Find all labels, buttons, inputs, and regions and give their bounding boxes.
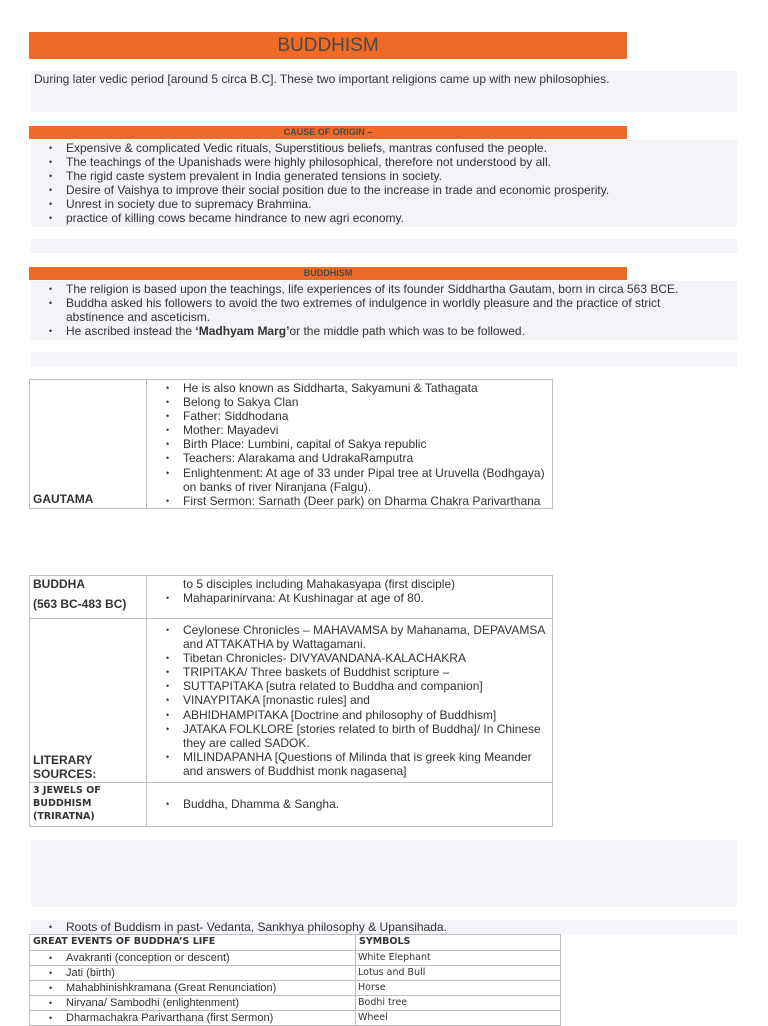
literary-label: LITERARY SOURCES: bbox=[33, 753, 97, 781]
symbol-cell: Bodhi tree bbox=[356, 996, 561, 1011]
list-item: • Expensive & complicated Vedic rituals, Superstitious beliefs, mantras confused the people. bbox=[66, 141, 737, 155]
list-item: • Mother: Mayadevi bbox=[183, 423, 552, 437]
roots-panel bbox=[31, 920, 737, 934]
list-item: • Buddha, Dhamma & Sangha. bbox=[183, 797, 552, 811]
list-item: • JATAKA FOLKLORE [stories related to birth of Buddha]/ In Chinese they are called SADOK. bbox=[183, 722, 552, 750]
literary-label-cell bbox=[30, 619, 147, 783]
list-item: • He is also known as Siddharta, Sakyamuni & Tathagata bbox=[183, 381, 552, 395]
list-item: • Tibetan Chronicles- DIVYAVANDANA-KALACHAKRA bbox=[183, 651, 552, 665]
symbol-cell: Horse bbox=[356, 981, 561, 996]
table-row bbox=[30, 951, 561, 966]
cause-list bbox=[31, 140, 737, 226]
list-item: • Birth Place: Lumbini, capital of Sakya republic bbox=[183, 437, 552, 451]
event-cell: • Jati (birth) bbox=[30, 966, 356, 981]
jewels-details-cell bbox=[147, 783, 553, 827]
list-item: • Roots of Buddism in past- Vedanta, Sankhya philosophy & Upansihada. bbox=[66, 920, 737, 934]
item-line: abstinence and asceticism. bbox=[66, 310, 211, 325]
list-item: • Desire of Vaishya to improve their social position due to the increase in trade and economic prosperity. bbox=[66, 183, 737, 197]
jewels-label-line3: (TRIRATNA) bbox=[33, 811, 95, 822]
intro-text: During later vedic period [around 5 circa B.C]. These two important religions came up with new philosophies. bbox=[34, 72, 610, 86]
buddha-table bbox=[29, 575, 553, 827]
list-item bbox=[66, 296, 737, 324]
spacer-band bbox=[31, 239, 737, 253]
table-row bbox=[30, 996, 561, 1011]
gautama-label-cell bbox=[30, 380, 147, 509]
jewels-label-line2: BUDDHISM bbox=[33, 798, 92, 809]
buddhism-panel bbox=[31, 281, 737, 340]
page-title: BUDDHISM bbox=[29, 32, 627, 59]
roots-list bbox=[31, 920, 737, 934]
jewels-label-cell bbox=[30, 783, 147, 827]
buddhism-list bbox=[31, 281, 737, 338]
table-row bbox=[30, 1011, 561, 1026]
event-cell: • Dharmachakra Parivarthana (first Sermon) bbox=[30, 1011, 356, 1026]
list-item: • Ceylonese Chronicles – MAHAVAMSA by Mahanama, DEPAVAMSA and ATTAKATHA by Wattagamani. bbox=[183, 623, 552, 651]
gautama-list bbox=[147, 380, 552, 508]
event-cell: • Mahabhinishkramana (Great Renunciation) bbox=[30, 981, 356, 996]
list-item: • Teachers: Alarakama and UdrakaRamputra bbox=[183, 451, 552, 465]
list-item: • VINAYPITAKA [monastic rules] and bbox=[183, 693, 552, 707]
item-text: He ascribed instead the bbox=[66, 324, 196, 339]
events-header-event: GREAT EVENTS OF BUDDHA’S LIFE bbox=[30, 935, 356, 951]
list-item: • Enlightenment: At age of 33 under Pipal tree at Uruvella (Bodhgaya) on banks of river Niranjana (Falgu). bbox=[183, 466, 552, 494]
spacer-band bbox=[31, 840, 737, 907]
literary-list bbox=[147, 619, 552, 778]
buddha-list bbox=[147, 591, 552, 605]
list-item: • practice of killing cows became hindrance to new agri economy. bbox=[66, 211, 737, 225]
list-item: • Mahaparinirvana: At Kushinagar at age of 80. bbox=[183, 591, 552, 605]
list-item: • The teachings of the Upanishads were highly philosophical, therefore not understood by all. bbox=[66, 155, 737, 169]
intro-panel bbox=[31, 71, 737, 112]
literary-details-cell bbox=[147, 619, 553, 783]
buddha-label-cell bbox=[30, 576, 147, 619]
buddha-label: BUDDHA bbox=[33, 577, 85, 591]
item-line: Buddha asked his followers to avoid the two extremes of indulgence in worldly pleasure and the practice of strict bbox=[66, 296, 661, 311]
gautama-label: GAUTAMA bbox=[33, 492, 94, 506]
buddhism-heading: BUDDHISM bbox=[29, 267, 627, 280]
jewels-list bbox=[147, 797, 552, 811]
list-item bbox=[66, 324, 737, 338]
list-item: • TRIPITAKA/ Three baskets of Buddhist scripture – bbox=[183, 665, 552, 679]
list-item: • ABHIDHAMPITAKA [Doctrine and philosophy of Buddhism] bbox=[183, 708, 552, 722]
list-item: • Belong to Sakya Clan bbox=[183, 395, 552, 409]
table-row bbox=[30, 981, 561, 996]
gautama-details-cell bbox=[147, 380, 553, 509]
gautama-table bbox=[29, 379, 553, 509]
symbol-cell: Lotus and Bull bbox=[356, 966, 561, 981]
symbol-cell: Wheel bbox=[356, 1011, 561, 1026]
cause-heading: CAUSE OF ORIGIN – bbox=[29, 126, 627, 139]
list-item: • The rigid caste system prevalent in India generated tensions in society. bbox=[66, 169, 737, 183]
buddha-dates: (563 BC-483 BC) bbox=[33, 597, 127, 611]
item-text: or the middle path which was to be followed. bbox=[289, 324, 525, 339]
buddha-details-cell bbox=[147, 576, 553, 619]
event-cell: • Nirvana/ Sambodhi (enlightenment) bbox=[30, 996, 356, 1011]
jewels-label-line1: 3 JEWELS OF bbox=[33, 785, 101, 796]
list-item: • The religion is based upon the teachings, life experiences of its founder Siddhartha Gautam, born in circa 563 BCE. bbox=[66, 282, 737, 296]
cause-panel bbox=[31, 140, 737, 227]
event-cell: • Avakranti (conception or descent) bbox=[30, 951, 356, 966]
madhyam-marg-term: ‘Madhyam Marg’ bbox=[195, 324, 290, 339]
list-item: • MILINDAPANHA [Questions of Milinda that is greek king Meander and answers of Buddhist monk nagasena] bbox=[183, 750, 552, 778]
spacer-band bbox=[31, 352, 737, 366]
table-row bbox=[30, 966, 561, 981]
list-item: • SUTTAPITAKA [sutra related to Buddha and companion] bbox=[183, 679, 552, 693]
events-table bbox=[29, 934, 561, 1026]
list-item: • Father: Siddhodana bbox=[183, 409, 552, 423]
list-item: • First Sermon: Sarnath (Deer park) on Dharma Chakra Parivarthana bbox=[183, 494, 552, 508]
symbol-cell: White Elephant bbox=[356, 951, 561, 966]
continued-text: to 5 disciples including Mahakasyapa (first disciple) bbox=[183, 577, 456, 591]
events-header-symbol: SYMBOLS bbox=[356, 935, 561, 951]
list-item: • Unrest in society due to supremacy Brahmina. bbox=[66, 197, 737, 211]
